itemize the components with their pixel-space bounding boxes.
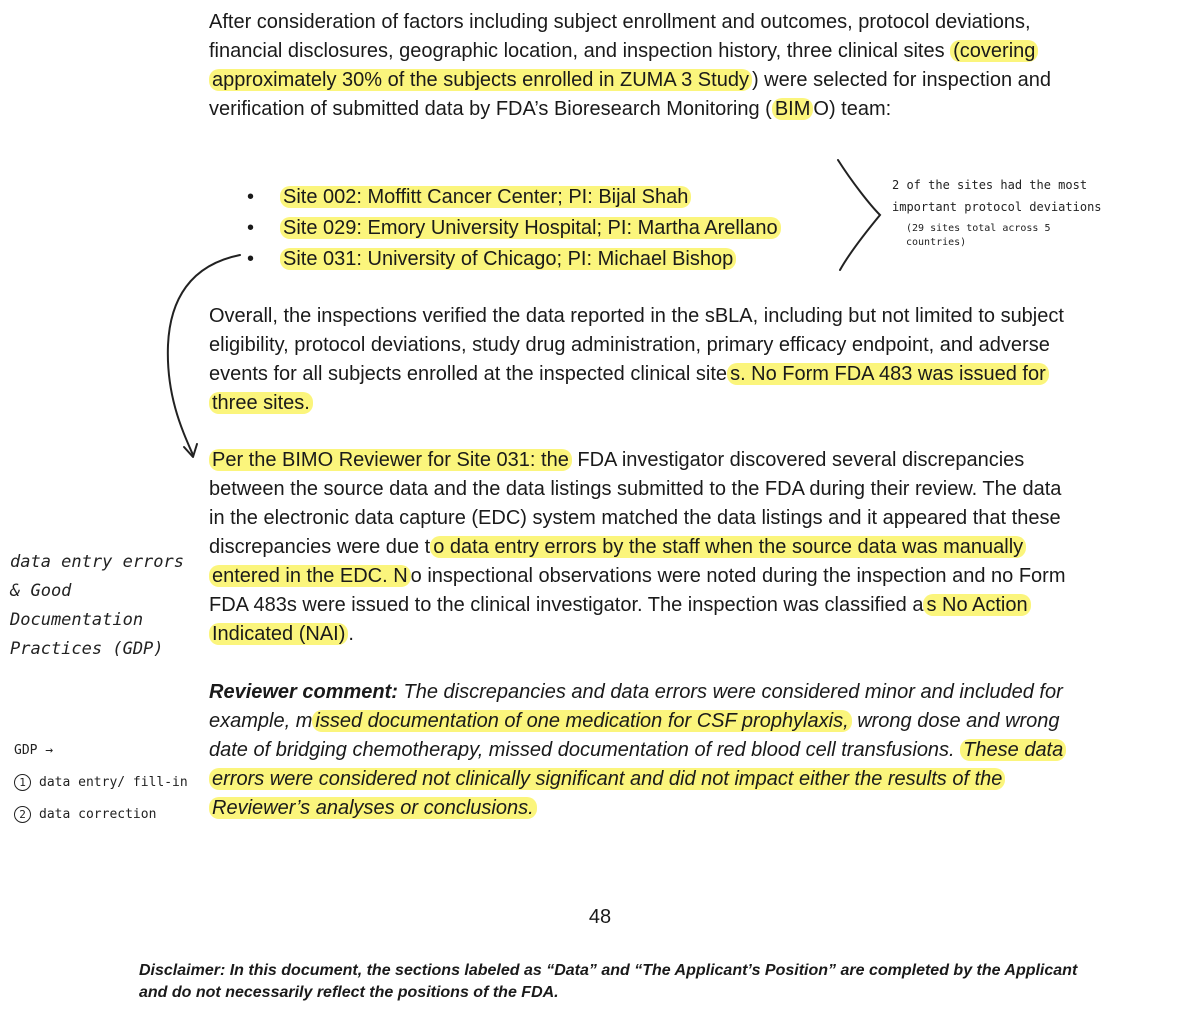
handwritten-note-text: 2 of the sites had the most important protocol deviations: [892, 178, 1102, 214]
bullet-icon: •: [247, 186, 255, 208]
disclaimer: Disclaimer: In this document, the sections labeled as “Data” and “The Applicant’s Position” are completed by the Applicant and do not necessarily reflect the positions of the FDA.: [139, 962, 1078, 1001]
paragraph-inspection-summary: [209, 302, 1069, 418]
paragraph-text: .: [348, 623, 354, 645]
handwritten-note-small-text: (29 sites total across 5 countries): [906, 223, 1051, 248]
site-label: Site 031: University of Chicago; PI: Michael Bishop: [280, 248, 736, 270]
highlight-bimo: BIM: [772, 98, 814, 120]
highlight-no-form-483: s. No Form FDA 483 was issued for three sites.: [209, 363, 1049, 414]
highlight-nai: s No Action Indicated (NAI): [209, 594, 1031, 645]
handwritten-gdp-title: GDP →: [14, 743, 54, 758]
bracket-icon: [838, 160, 880, 270]
paragraph-text: Overall, the inspections verified the data reported in the sBLA, including but not limited to subject eligibility, protocol deviations, study drug administration, primary efficacy endpoint, and adverse events for all subjects enrolled at the inspected clinical site: [209, 305, 1064, 385]
highlight-bimo-reviewer: Per the BIMO Reviewer for Site 031: the: [209, 449, 572, 471]
highlight-enrollment-coverage: (covering approximately 30% of the subjects enrolled in ZUMA 3 Study: [209, 40, 1038, 91]
paragraph-text: wrong dose and wrong date of bridging chemotherapy, missed documentation of red blood cell transfusions.: [209, 710, 1060, 761]
paragraph-text: o inspectional observations were noted during the inspection and no Form FDA 483s were issued to the clinical investigator. The inspection was classified a: [209, 565, 1066, 616]
paragraph-text: After consideration of factors including subject enrollment and outcomes, protocol deviations, financial disclosures, geographic location, and inspection history, three clinical sites: [209, 11, 1031, 62]
handwritten-note-gdp-list: [14, 735, 204, 831]
site-list-item: [243, 182, 781, 213]
handwritten-note-protocol-deviations: [892, 174, 1102, 250]
site-label: Site 029: Emory University Hospital; PI: Martha Arellano: [280, 217, 781, 239]
handwritten-note-gdp: data entry errors & Good Documentation Practices (GDP): [10, 552, 184, 659]
handwritten-gdp-item: [14, 799, 204, 831]
paragraph-text: ) were selected for inspection and verification of submitted data by FDA’s Bioresearch Monitoring (: [209, 69, 1052, 120]
page-number: 48: [588, 906, 612, 928]
site-list-item: [243, 213, 781, 244]
paragraph-text: The discrepancies and data errors were considered minor and included for example, m: [209, 681, 1063, 732]
circled-number-icon: 2: [14, 806, 31, 823]
highlight-not-clinically-significant: These data errors were considered not clinically significant and did not impact either the results of the Reviewer’s analyses or conclusions.: [209, 739, 1066, 819]
arrowhead-icon: [184, 444, 197, 457]
highlight-csf-prophylaxis: issed documentation of one medication for CSF prophylaxis,: [312, 710, 851, 732]
circled-number-icon: 1: [14, 774, 31, 791]
paragraph-site-031-findings: [209, 446, 1069, 649]
handwritten-gdp-item-text: data entry/ fill-in: [39, 775, 188, 790]
reviewer-comment-label: Reviewer comment:: [209, 681, 398, 703]
site-list-item: [243, 244, 781, 275]
handwritten-gdp-item-text: data correction: [39, 807, 157, 822]
site-label: Site 002: Moffitt Cancer Center; PI: Bijal Shah: [280, 186, 691, 208]
site-list: [243, 182, 781, 275]
paragraph-site-selection: [209, 8, 1069, 124]
highlight-data-entry-errors: o data entry errors by the staff when the source data was manually entered in the EDC. N: [209, 536, 1026, 587]
bullet-icon: •: [247, 217, 255, 239]
bullet-icon: •: [247, 248, 255, 270]
paragraph-text: FDA investigator discovered several discrepancies between the source data and the data listings submitted to the FDA during their review. The data in the electronic data capture (EDC) system matched the data listings and it appeared that these discrepancies were due t: [209, 449, 1062, 558]
paragraph-reviewer-comment: [209, 678, 1069, 823]
paragraph-text: O) team:: [813, 98, 892, 120]
handwritten-gdp-item: [14, 767, 204, 799]
